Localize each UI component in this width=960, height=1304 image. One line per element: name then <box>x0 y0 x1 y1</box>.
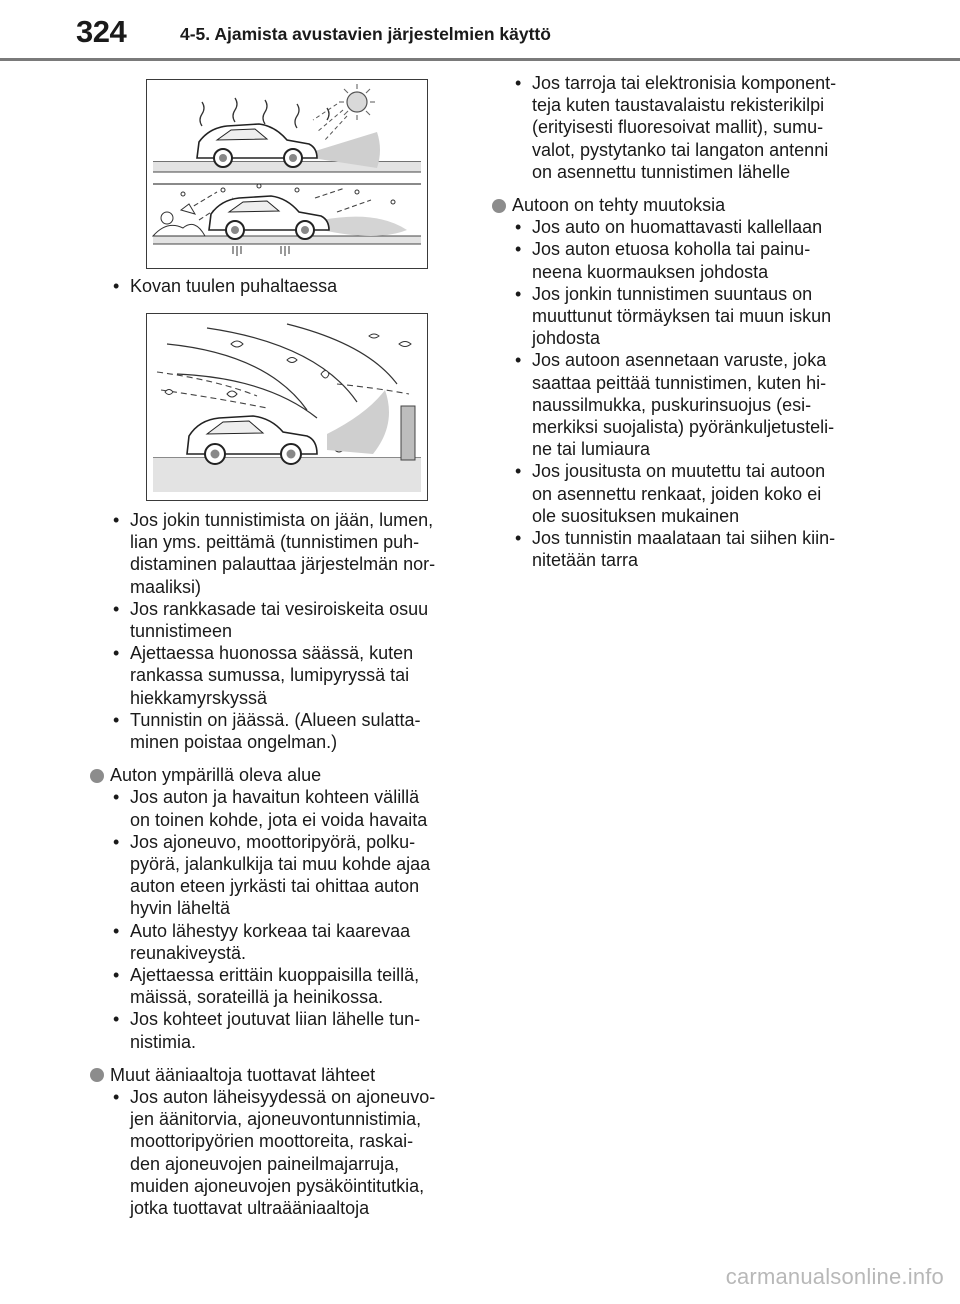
group-heading: Muut ääniaaltoja tuottavat lähteet <box>90 1064 475 1086</box>
list-item: • Jos jonkin tunnistimen suuntaus on muuttunut törmäyksen tai muun iskun johdosta <box>512 283 862 350</box>
bullet-circle-icon <box>492 199 506 213</box>
list-item: • Jos auto on huomattavasti kallellaan <box>512 216 862 238</box>
sun-icon <box>339 84 375 120</box>
list-item: • Jos jokin tunnistimista on jään, lumen, lian yms. peittämä (tunnistimen puh- distaminen palauttaa järjestelmän nor- maaliksi) <box>110 509 475 598</box>
list-item: • Jos autoon asennetaan varuste, joka saattaa peittää tunnistimen, kuten hi- naussilmukka, puskurinsuojus (esi- merkiksi suojalista) pyöränkuljetusteli- ne tai lumiaura <box>512 349 862 460</box>
sensor-conditions-list <box>110 509 475 753</box>
left-column <box>110 509 475 1230</box>
section-title: 4-5. Ajamista avustavien järjestelmien käyttö <box>180 24 551 44</box>
list-item: • Kovan tuulen puhaltaessa <box>110 275 475 297</box>
weather-conditions-svg <box>147 80 427 268</box>
wind-caption-block <box>110 275 475 297</box>
list-item: • Jos tarroja tai elektronisia komponent- teja kuten taustavalaistu rekisterikilpi (erityisesti fluoresoivat mallit), sumu- valot, pystytanko tai langaton antenni on asennettu tunnistimen lähelle <box>512 72 862 183</box>
car-icon <box>187 416 317 464</box>
weather-conditions-illustration <box>146 79 428 269</box>
ultrasound-sources-list <box>110 1086 475 1219</box>
list-item: • Ajettaessa erittäin kuoppaisilla teillä, mäissä, sorateillä ja heinikossa. <box>110 964 475 1008</box>
list-item: • Jos jousitusta on muutettu tai autoon on asennettu renkaat, joiden koko ei ole suosituksen mukainen <box>512 460 862 527</box>
list-item: • Ajettaessa huonossa säässä, kuten rankassa sumussa, lumipyryssä tai hiekkamyrskyssä <box>110 642 475 709</box>
header-divider <box>0 58 960 61</box>
list-item: • Jos auton etuosa koholla tai painu- neena kuormauksen johdosta <box>512 238 862 282</box>
list-item: • Jos kohteet joutuvat liian lähelle tun- nistimia. <box>110 1008 475 1052</box>
list-item: • Auto lähestyy korkeaa tai kaarevaa reunakiveystä. <box>110 920 475 964</box>
strong-wind-svg <box>147 314 427 500</box>
right-column <box>492 72 862 582</box>
list-item: • Jos ajoneuvo, moottoripyörä, polku- pyörä, jalankulkija tai muu kohde ajaa auton eteen jyrkästi tai ohittaa auton hyvin läheltä <box>110 831 475 920</box>
group-heading: Auton ympärillä oleva alue <box>90 764 475 786</box>
list-item: • Jos rankkasade tai vesiroiskeita osuu tunnistimeen <box>110 598 475 642</box>
list-item: • Jos auton ja havaitun kohteen välillä on toinen kohde, jota ei voida havaita <box>110 786 475 830</box>
car-icon <box>209 196 329 239</box>
bullet-circle-icon <box>90 769 104 783</box>
group-heading: Autoon on tehty muutoksia <box>492 194 862 216</box>
strong-wind-illustration <box>146 313 428 501</box>
nearby-components-list <box>512 72 862 183</box>
list-item: • Tunnistin on jäässä. (Alueen sulatta- minen poistaa ongelman.) <box>110 709 475 753</box>
modifications-list <box>512 216 862 571</box>
bullet-circle-icon <box>90 1068 104 1082</box>
list-item: • Jos auton läheisyydessä on ajoneuvo- jen äänitorvia, ajoneuvontunnistimia, moottoripyörien moottoreita, raskai- den ajoneuvojen paineilmajarruja, muiden ajoneuvojen pysäköintitutkia, jotka tuottavat ultraääniaaltoja <box>110 1086 475 1219</box>
page-number: 324 <box>76 14 127 49</box>
list-item: • Jos tunnistin maalataan tai siihen kiin- nitetään tarra <box>512 527 862 571</box>
area-conditions-list <box>110 786 475 1052</box>
car-icon <box>197 124 317 167</box>
watermark: carmanualsonline.info <box>725 1264 944 1289</box>
